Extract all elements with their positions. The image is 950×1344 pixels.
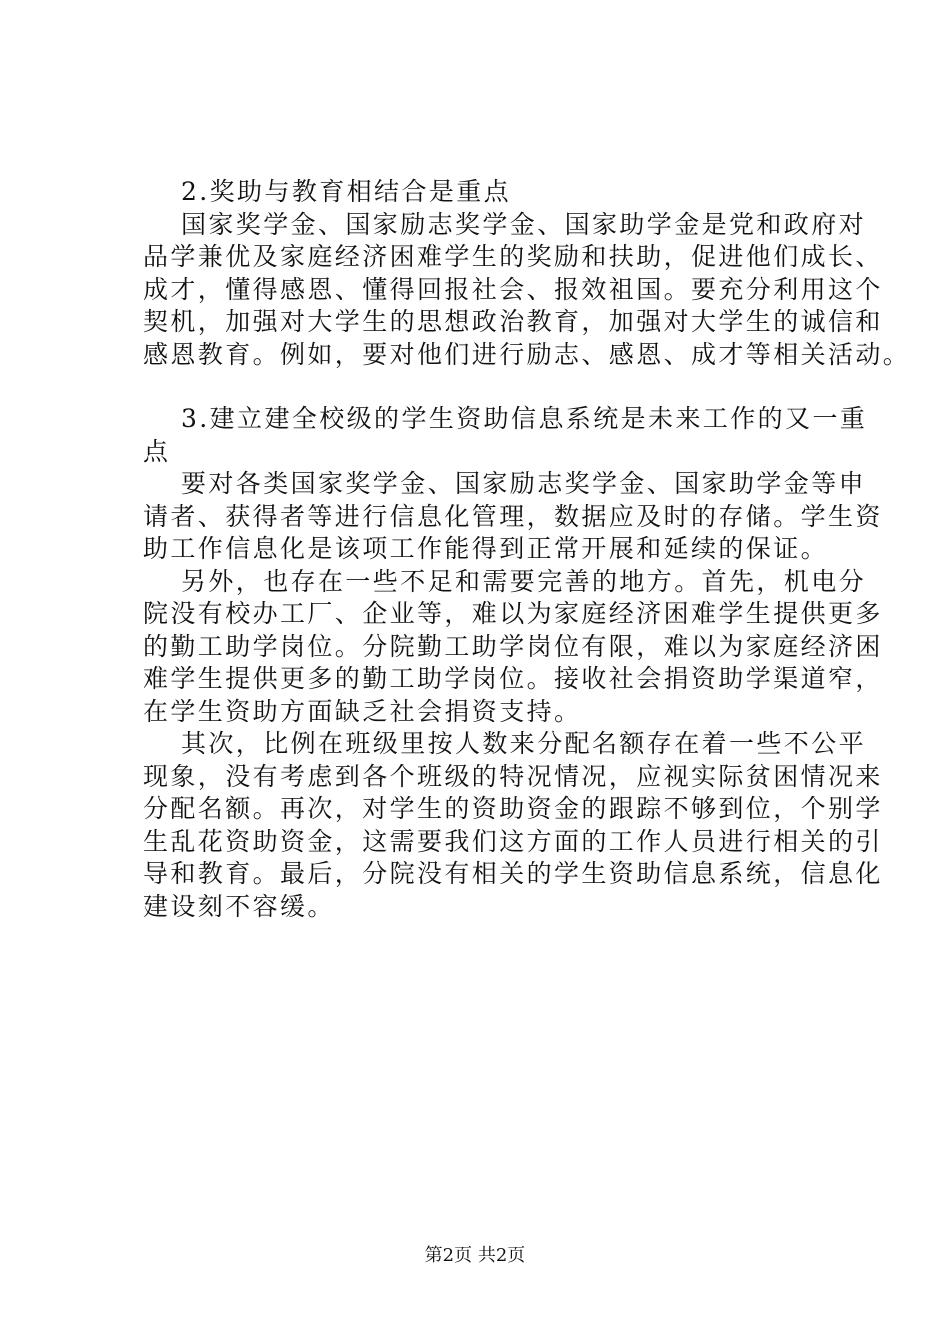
paragraph-line: 在学生资助方面缺乏社会捐资支持。 [143,696,582,726]
page-footer: 第2页 共2页 [424,1245,526,1266]
paragraph-line: 的勤工助学岗位。分院勤工助学岗位有限，难以为家庭经济困 [143,631,883,661]
paragraph-line: 品学兼优及家庭经济困难学生的奖励和扶助，促进他们成长、 [143,242,883,271]
section-3-heading: 3.建立建全校级的学生资助信息系统是未来工作的又一重 [181,404,868,433]
paragraph-line: 感恩教育。例如，要对他们进行励志、感恩、成才等相关活动。 [143,339,911,369]
paragraph-line: 生乱花资助资金，这需要我们这方面的工作人员进行相关的引 [143,826,883,856]
paragraph-line: 其次，比例在班级里按人数来分配名额存在着一些不公平 [181,729,867,758]
paragraph-line: 要对各类国家奖学金、国家励志奖学金、国家助学金等申 [181,469,867,498]
document-body [143,176,911,923]
paragraph-line: 助工作信息化是该项工作能得到正常开展和延续的保证。 [143,534,829,563]
paragraph-line: 契机，加强对大学生的思想政治教育，加强对大学生的诚信和 [143,307,883,336]
section-spacer [143,371,843,403]
section-2-heading: 2.奖助与教育相结合是重点 [181,177,512,206]
paragraph-line: 国家奖学金、国家励志奖学金、国家助学金是党和政府对 [181,209,867,239]
paragraph-line: 成才，懂得感恩、懂得回报社会、报效祖国。要充分利用这个 [143,274,883,304]
paragraph-line: 分配名额。再次，对学生的资助资金的跟踪不够到位，个别学 [143,794,883,823]
paragraph-line: 另外，也存在一些不足和需要完善的地方。首先，机电分 [181,566,867,596]
paragraph-line: 建设刻不容缓。 [143,891,335,921]
paragraph-line: 请者、获得者等进行信息化管理，数据应及时的存储。学生资 [143,501,883,531]
paragraph-line: 难学生提供更多的勤工助学岗位。接收社会捐资助学渠道窄， [143,664,883,693]
section-3-heading-continued: 点 [143,436,171,466]
paragraph-line: 现象，没有考虑到各个班级的特况情况，应视实际贫困情况来 [143,761,883,791]
paragraph-line: 院没有校办工厂、企业等，难以为家庭经济困难学生提供更多 [143,599,883,628]
paragraph-line: 导和教育。最后，分院没有相关的学生资助信息系统，信息化 [143,859,883,888]
